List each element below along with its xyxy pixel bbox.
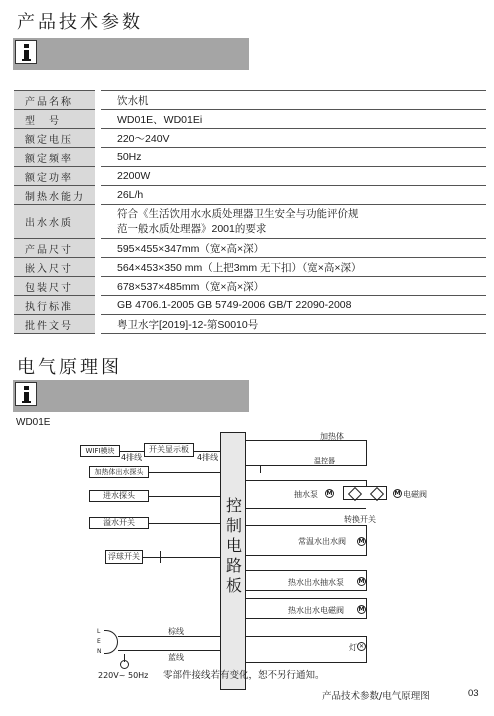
- spec-value-line1: 符合《生活饮用水水质处理器卫生安全与功能评价规: [117, 207, 359, 220]
- spec-row: [14, 110, 486, 129]
- wire-label-4a: 4排线: [121, 453, 143, 462]
- spec-row: [14, 296, 486, 315]
- valve-label: 电磁阀: [403, 490, 427, 499]
- section-title-specs: 产品技术参数: [17, 12, 143, 33]
- spec-row: [14, 205, 486, 239]
- spec-value: 50Hz: [98, 148, 486, 167]
- spec-value: 564×453×350 mm（上把3mm 无下扣）（宽×高×深）: [98, 258, 486, 277]
- spec-value-line2: 范一般水质处理器》2001的要求: [117, 222, 267, 235]
- spec-value: 595×455×347mm（宽×高×深）: [98, 239, 486, 258]
- spec-key: 产品尺寸: [14, 239, 98, 258]
- model-label: WD01E: [16, 417, 51, 428]
- spec-row: [14, 167, 486, 186]
- section-header-bar-2: [13, 380, 249, 412]
- info-icon-2: [15, 382, 37, 406]
- spec-row: [14, 315, 486, 334]
- ground-icon: [120, 660, 129, 669]
- hot-pump-label: 热水出水抽水泵: [288, 578, 344, 587]
- spec-row: [14, 148, 486, 167]
- spec-key: 执行标准: [14, 296, 98, 315]
- switch-display-panel: 开关显示板: [144, 443, 194, 457]
- spec-row: [14, 186, 486, 205]
- hot-pump-icon: M: [358, 578, 365, 585]
- terminal-n: N: [97, 648, 102, 655]
- spec-row: [14, 129, 486, 148]
- normal-valve-icon: M: [358, 538, 365, 545]
- overflow-switch: 溢水开关: [89, 517, 149, 529]
- spec-value: 678×537×485mm（宽×高×深）: [98, 277, 486, 296]
- wifi-module: WIFI模块: [80, 445, 120, 457]
- spec-key: 型 号: [14, 110, 98, 129]
- spec-value: 26L/h: [98, 186, 486, 205]
- hot-valve-label: 热水出水电磁阀: [288, 606, 344, 615]
- spec-key: 额定频率: [14, 148, 98, 167]
- thermostat-label: 温控器: [314, 457, 335, 465]
- diagram-note: 零部件接线若有变化，恕不另行通知。: [163, 670, 325, 681]
- switch-valve-label: 转换开关: [344, 515, 376, 524]
- section-header-bar: [13, 38, 249, 70]
- normal-valve-label: 常温水出水阀: [298, 537, 346, 546]
- spec-key: 制热水能力: [14, 186, 98, 205]
- heater-outlet-probe: 加热体出水探头: [89, 466, 149, 478]
- spec-key: 额定电压: [14, 129, 98, 148]
- spec-row: [14, 277, 486, 296]
- spec-value: WD01E、WD01Ei: [98, 110, 486, 129]
- pump-label: 抽水泵: [294, 490, 318, 499]
- spec-row: [14, 91, 486, 110]
- spec-key: 包装尺寸: [14, 277, 98, 296]
- footer-title: 产品技术参数/电气原理图: [322, 691, 430, 702]
- float-switch: 浮球开关: [105, 550, 143, 564]
- terminal-l: L: [97, 628, 101, 635]
- spec-value: GB 4706.1-2005 GB 5749-2006 GB/T 22090-2008: [98, 296, 486, 315]
- spec-key: 嵌入尺寸: [14, 258, 98, 277]
- lamp-label: 灯: [349, 643, 357, 652]
- spec-value: 粤卫水字[2019]-12-第S0010号: [98, 315, 486, 334]
- heater-label: 加热体: [320, 432, 344, 441]
- spec-key: 出水水质: [14, 205, 98, 239]
- control-board-label: 控 制 电 路 板: [225, 496, 242, 595]
- brown-wire-label: 棕线: [168, 627, 184, 636]
- pump-motor-icon: M: [326, 490, 333, 497]
- inlet-probe: 进水探头: [89, 490, 149, 502]
- blue-wire-label: 蓝线: [168, 653, 184, 662]
- power-spec: 220V~ 50Hz: [98, 671, 149, 680]
- spec-value: [98, 205, 486, 239]
- spec-row: [14, 258, 486, 277]
- spec-value: 220～240V: [98, 129, 486, 148]
- terminal-e: E: [97, 638, 101, 645]
- hot-valve-icon: M: [358, 606, 365, 613]
- spec-key: 额定功率: [14, 167, 98, 186]
- spec-row: [14, 239, 486, 258]
- spec-table: [14, 90, 486, 334]
- spec-key: 批件文号: [14, 315, 98, 334]
- info-icon: [15, 40, 37, 64]
- spec-value: 饮水机: [98, 91, 486, 110]
- spec-key: 产品名称: [14, 91, 98, 110]
- page-number: 03: [468, 688, 479, 699]
- wire-label-4b: 4排线: [197, 453, 219, 462]
- spec-value: 2200W: [98, 167, 486, 186]
- section-title-diagram: 电气原理图: [17, 357, 122, 378]
- lamp-icon: ✕: [358, 643, 365, 650]
- power-plug-icon: [104, 630, 118, 654]
- valve-motor-icon: M: [394, 490, 401, 497]
